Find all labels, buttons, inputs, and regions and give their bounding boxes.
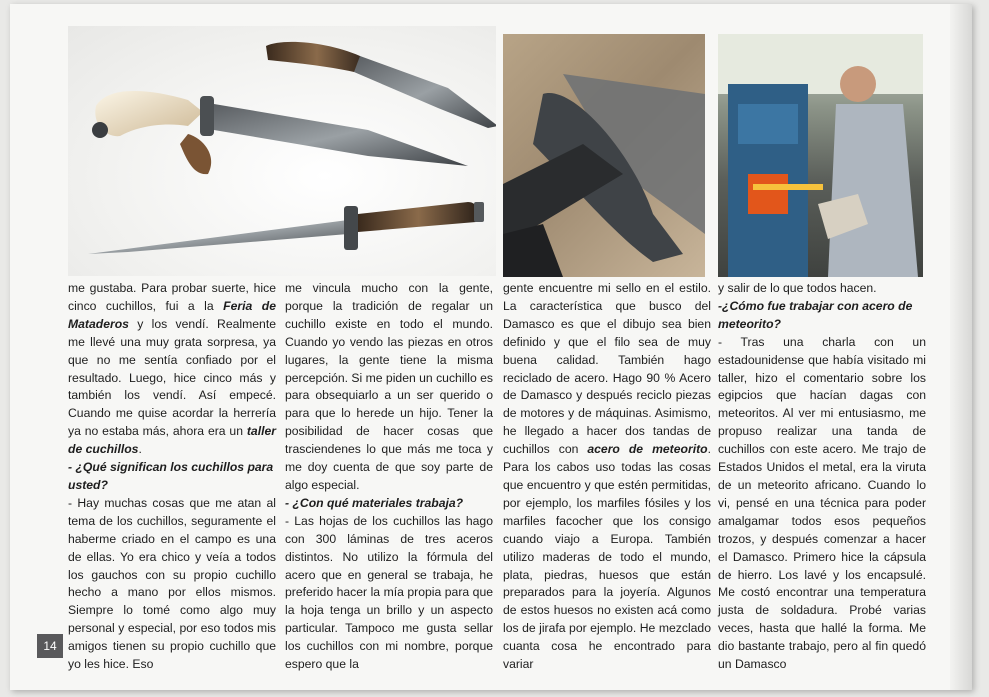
text-column-4 xyxy=(718,280,926,674)
text-column-1 xyxy=(68,280,276,674)
emphasis-text: acero de meteorito xyxy=(587,442,708,457)
paragraph: y salir de lo que todos hacen. xyxy=(718,281,877,295)
page-number: 14 xyxy=(37,634,63,658)
paragraph: - Hay muchas cosas que me atan al tema de los cuchillos, seguramente el haberme criado en el campo es una de ellas. Yo era chico y veía a todos los gauchos con su propio cuchillo hecho a mano por ellos mismos. Siempre lo tomé como algo muy personal y especial, por eso todos mis amigos tienen su propio cuchillo que yo les hice. Eso xyxy=(68,495,276,672)
paragraph: me vincula mucho con la gente, porque la tradición de regalar un cuchillo existe en todo el mundo. Cuando yo vendo las piezas en otros lugares, la gente tiene la misma percepción. Si me piden un cuchillo es para obsequiarlo a un ser querido o para que lo herede un hijo. Tener la posibilidad de hacer cosas que trasciendenes lo que más me toca y me doy cuenta de que soy parte de algo especial. xyxy=(285,281,493,492)
paragraph: - Tras una charla con un estadounidense que había visitado mi taller, hizo el comentario sobre los egipcios que hacían dagas con meteoritos. Al ver mi entusiasmo, me propuso realizar una tanda de cuchillos con este acero. Me trajo de Estados Unidos el metal, era la viruta de un meteorito africano. Cuando lo vi, pensé en una técnica para poder amalgamar todos esos pequeños trozos, y después comenzar a hacer el Damasco. Primero hice la cápsula de hierro. Los lavé y los encapsulé. Me costó encontrar una temperatura justa de soldadura. Probé varias veces, hasta que hallé la forma. Me dio bastante trabajo, pero al fin quedó un Damasco xyxy=(718,334,926,672)
blade-closeup-photo xyxy=(503,34,705,277)
forge-photo xyxy=(718,34,923,277)
knives-illustration xyxy=(68,26,496,276)
emphasis-text: taller de cuchillos xyxy=(68,424,276,457)
interview-question: -¿Cómo fue trabajar con acero de meteorito? xyxy=(718,298,913,331)
text-column-2 xyxy=(285,280,493,674)
emphasis-text: Feria de Mataderos xyxy=(68,298,276,331)
page-spine-shadow xyxy=(950,4,972,690)
closeup-illustration xyxy=(503,34,705,277)
forge-illustration xyxy=(718,34,923,277)
magazine-page xyxy=(10,4,972,690)
text-column-3 xyxy=(503,280,711,674)
interview-question: - ¿Qué significan los cuchillos para usted? xyxy=(68,460,274,492)
paragraph: gente encuentre mi sello en el estilo. La característica que busco del Damasco es que el dibujo sea bien definido y que el filo sea de muy buena calidad. También hago reciclado de acero. Hago 90 % Acero de Damasco y después reciclo piezas de motores y de máquinas. Asimismo, he llegado a hacer dos tandas de cuchillos con acero de meteorito. Para los cabos uso todas las cosas que encuentro y que estén permitidas, por ejemplo, los marfiles fósiles y los marfiles facocher que los consigo cuando viajo a Europa. También utilizo maderas de todo el mundo, plata, piedras, huesos que están preparados para la joyería. Algunos de estos huesos no existen acá como los de jirafa por ejemplo. He mezclado cuanta cosa he encontrado para variar xyxy=(503,281,711,672)
interview-question: - ¿Con qué materiales trabaja? xyxy=(285,495,464,510)
paragraph: - Las hojas de los cuchillos las hago con 300 láminas de tres aceros distintos. No utilizo la fórmula del acero que en general se trabaja, he preferido hacer la mía propia para que la hoja tenga un brillo y un aspecto particular. Tampoco me gusta sellar los cuchillos con mi nombre, porque espero que la xyxy=(285,513,493,672)
knives-photo xyxy=(68,26,496,276)
paragraph: me gustaba. Para probar suerte, hice cinco cuchillos, fui a la Feria de Mataderos y los vendí. Realmente me llevé una muy grata sorpresa, ya que no me sentía confiado por el resultado. Luego, hice cinco más y también los vendí. Así empecé. Cuando me quise acordar la herrería ya no estaba más, ahora era un taller de cuchillos. xyxy=(68,281,276,457)
